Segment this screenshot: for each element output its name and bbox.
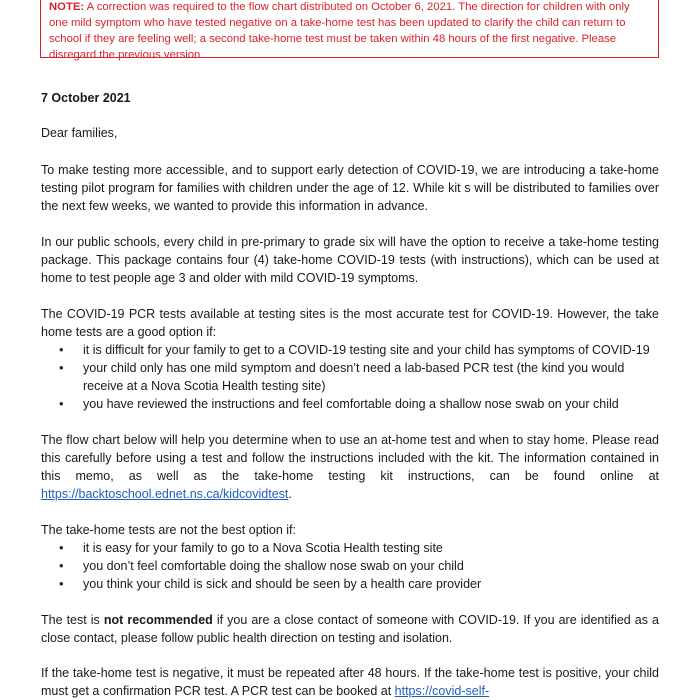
- correction-notice: [40, 0, 659, 61]
- not-recommended-emphasis: not recommended: [103, 613, 213, 627]
- covid-self-assessment-link[interactable]: https://covid-self-: [394, 684, 490, 698]
- close-contact-text-before: The test is: [41, 613, 104, 627]
- list-item: • you have reviewed the instructions and feel comfortable doing a shallow nose swab on your child: [41, 395, 659, 413]
- salutation: Dear families,: [41, 126, 118, 140]
- paragraph-not-best: The take-home tests are not the best option if:: [41, 523, 297, 537]
- period: .: [288, 487, 292, 501]
- kidcovidtest-link[interactable]: https://backtoschool.ednet.ns.ca/kidcovidtest: [41, 487, 289, 501]
- paragraph-test-results: [41, 664, 659, 700]
- good-option-list: [41, 341, 659, 413]
- notice-text: A correction was required to the flow chart distributed on October 6, 2021. The direction for children with only one mild symptom who have tested negative on a take-home test has been updated to clarify the child can return to school if they are feeling well; a second take-home test must be taken within 48 hours of the first negative. Please disregard the previous version.: [49, 1, 630, 61]
- list-item: • it is easy for your family to go to a Nova Scotia Health testing site: [41, 539, 659, 557]
- paragraph-close-contact: [41, 611, 659, 647]
- notice-label: NOTE:: [49, 1, 85, 13]
- test-results-text: If the take-home test is negative, it must be repeated after 48 hours. If the take-home test is positive, your child must get a confirmation PCR test. A PCR test can be booked at: [41, 666, 659, 698]
- paragraph-flow-chart: [41, 431, 659, 503]
- paragraph-intro: To make testing more accessible, and to support early detection of COVID-19, we are introducing a take-home testing pilot program for families with children under the age of 12. While kit s will be distributed to families over the next few weeks, we wanted to provide this information in advance.: [41, 163, 659, 213]
- not-best-list: [41, 539, 659, 593]
- letter-date: 7 October 2021: [41, 91, 131, 105]
- paragraph-pcr-vs-home: The COVID-19 PCR tests available at testing sites is the most accurate test for COVID-19. However, the take home tests are a good option if:: [41, 307, 659, 339]
- paragraph-package: In our public schools, every child in pre-primary to grade six will have the option to receive a take-home testing package. This package contains four (4) take-home COVID-19 tests (with instructions), which can be used at home to test people age 3 and older with mild COVID-19 symptoms.: [41, 235, 659, 285]
- list-item: • it is difficult for your family to get to a COVID-19 testing site and your child has symptoms of COVID-19: [41, 341, 659, 359]
- paragraph-flow-chart-text: The flow chart below will help you determine when to use an at-home test and when to stay home. Please read this carefully before using a test and follow the instructions included with the kit. The information contained in this memo, as well as the take-home testing kit instructions, can be found online at: [41, 433, 659, 483]
- list-item: • you don’t feel comfortable doing the shallow nose swab on your child: [41, 557, 659, 575]
- list-item: • you think your child is sick and should be seen by a health care provider: [41, 575, 659, 593]
- list-item: • your child only has one mild symptom and doesn’t need a lab-based PCR test (the kind you would receive at a Nova Scotia Health testing site): [41, 359, 659, 395]
- close-contact-text-after: if you are a close contact of someone with COVID-19. If you are identified as a close contact, please follow public health direction on testing and isolation.: [41, 613, 660, 645]
